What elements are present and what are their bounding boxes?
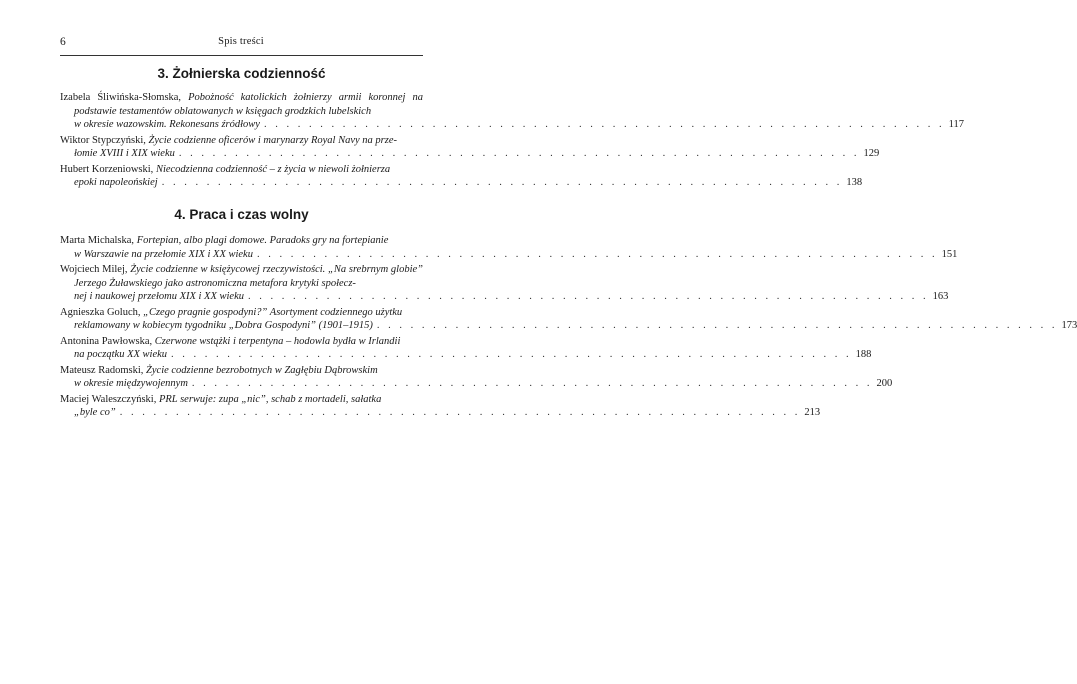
toc-entry-heading xyxy=(60,335,423,349)
entry-title-end: w okresie wazowskim. Rekonesans źródłowy xyxy=(74,119,260,130)
dot-leader: . . . . . . . . . . . . . . . . . . . . . . . . . . . . . . . . . . . . . . . . . . . . . . . . . . . . . . . . . . . . . xyxy=(263,119,945,130)
toc-entry xyxy=(60,234,958,261)
toc-entry-heading xyxy=(60,263,423,290)
entry-author: Hubert Korzeniowski, xyxy=(60,163,154,175)
dot-leader: . . . . . . . . . . . . . . . . . . . . . . . . . . . . . . . . . . . . . . . . . . . . . . . . . . . . . . . . . . . . . xyxy=(256,248,938,260)
toc-entry xyxy=(60,306,1077,333)
toc-entry xyxy=(60,263,949,304)
running-header xyxy=(60,36,422,52)
entry-title-end: łomie XVIII i XIX wieku xyxy=(74,148,175,159)
toc-entry xyxy=(60,134,880,161)
entry-last-line xyxy=(60,248,958,262)
entry-author: Antonina Pawłowska, xyxy=(60,335,153,347)
entry-last-line xyxy=(60,147,880,161)
toc-entry-heading xyxy=(60,364,423,378)
dot-leader: . . . . . . . . . . . . . . . . . . . . . . . . . . . . . . . . . . . . . . . . . . . . . . . . . . . . . . . . . . . . . xyxy=(178,148,860,159)
toc-entry-heading xyxy=(60,306,423,320)
entry-title: Fortepian, albo plagi domowe. Paradoks gry na fortepianie xyxy=(136,235,389,246)
toc-entry xyxy=(60,163,863,190)
dot-leader: . . . . . . . . . . . . . . . . . . . . . . . . . . . . . . . . . . . . . . . . . . . . . . . . . . . . . . . . . . . . . xyxy=(376,320,1058,331)
entry-title-end: w Warszawie na przełomie XIX i XX wieku xyxy=(74,248,253,260)
toc-entry xyxy=(60,393,821,420)
entry-author: Mateusz Radomski, xyxy=(60,364,144,376)
entry-page-number: 151 xyxy=(941,248,958,260)
dot-leader: . . . . . . . . . . . . . . . . . . . . . . . . . . . . . . . . . . . . . . . . . . . . . . . . . . . . . . . . . . . . . xyxy=(161,177,843,188)
section-3-entries xyxy=(60,91,964,192)
entry-page-number: 213 xyxy=(804,407,821,418)
toc-entry-heading xyxy=(60,393,423,407)
toc-entry xyxy=(60,91,964,132)
entry-author: Wojciech Milej, xyxy=(60,264,128,275)
entry-title-end: reklamowany w kobiecym tygodniku „Dobra Gospodyni” (1901–1915) xyxy=(74,320,373,331)
toc-entry-heading xyxy=(60,163,423,177)
toc-entry-heading xyxy=(60,134,423,148)
entry-title: „Czego pragnie gospodyni?” Asortyment codziennego użytku xyxy=(143,306,403,318)
entry-page-number: 188 xyxy=(855,349,872,360)
page-number: 6 xyxy=(60,36,66,48)
toc-entry xyxy=(60,364,893,391)
toc-entry xyxy=(60,335,872,362)
toc-entry-heading xyxy=(60,234,423,248)
entry-title: Życie codzienne bezrobotnych w Zagłębiu Dąbrowskim xyxy=(146,364,378,376)
entry-title-end: na początku XX wieku xyxy=(74,349,168,360)
entry-last-line xyxy=(60,118,964,132)
section-title-4: 4. Praca i czas wolny xyxy=(174,207,309,222)
header-rule xyxy=(60,55,423,56)
entry-last-line xyxy=(60,377,893,391)
entry-title: Pobożność katolickich żołnierzy armii koronnej na podstawie testamentów oblatowanych w księgach grodzkich lubelskich xyxy=(74,92,423,117)
entry-author: Izabela Śliwińska-Słomska, xyxy=(60,92,182,103)
entry-last-line xyxy=(60,176,863,190)
entry-title: Życie codzienne oficerów i marynarzy Royal Navy na prze- xyxy=(148,134,397,146)
entry-title: Niecodzienna codzienność – z życia w niewoli żołnierza xyxy=(155,163,391,175)
entry-author: Maciej Waleszczyński, xyxy=(60,393,157,405)
entry-page-number: 129 xyxy=(863,148,880,159)
entry-page-number: 173 xyxy=(1061,320,1077,331)
entry-page-number: 138 xyxy=(846,177,863,188)
entry-title: Czerwone wstążki i terpentyna – hodowla bydła w Irlandii xyxy=(154,335,401,347)
entry-author: Agnieszka Goluch, xyxy=(60,306,141,318)
section-4-entries xyxy=(60,234,1077,422)
entry-title-end: epoki napoleońskiej xyxy=(74,177,158,188)
running-title: Spis treści xyxy=(218,36,264,47)
entry-title-end: w okresie międzywojennym xyxy=(74,378,188,389)
dot-leader: . . . . . . . . . . . . . . . . . . . . . . . . . . . . . . . . . . . . . . . . . . . . . . . . . . . . . . . . . . . . . xyxy=(119,407,801,418)
entry-title-end: nej i naukowej przełomu XIX i XX wieku xyxy=(74,291,245,302)
entry-page-number: 163 xyxy=(932,291,949,302)
entry-last-line xyxy=(60,348,872,362)
entry-title: Życie codzienne w księżycowej rzeczywistości. „Na srebrnym globie” Jerzego Żuławskiego jako astronomiczna metafora krytyki społecz- xyxy=(74,264,423,289)
dot-leader: . . . . . . . . . . . . . . . . . . . . . . . . . . . . . . . . . . . . . . . . . . . . . . . . . . . . . . . . . . . . . xyxy=(248,291,929,302)
entry-last-line xyxy=(60,319,1077,333)
dot-leader: . . . . . . . . . . . . . . . . . . . . . . . . . . . . . . . . . . . . . . . . . . . . . . . . . . . . . . . . . . . . . xyxy=(191,378,873,389)
entry-last-line xyxy=(60,290,949,304)
toc-entry-heading xyxy=(60,91,423,118)
dot-leader: . . . . . . . . . . . . . . . . . . . . . . . . . . . . . . . . . . . . . . . . . . . . . . . . . . . . . . . . . . . . . xyxy=(171,349,852,360)
section-title-3: 3. Żołnierska codzienność xyxy=(157,66,326,81)
entry-author: Marta Michalska, xyxy=(60,235,135,246)
entry-title: PRL serwuje: zupa „nic”, schab z mortadeli, sałatka xyxy=(158,393,382,405)
entry-page-number: 117 xyxy=(948,119,964,130)
entry-last-line xyxy=(60,406,821,420)
entry-title-end: „byle co” xyxy=(74,407,116,418)
entry-page-number: 200 xyxy=(876,378,893,389)
entry-author: Wiktor Stypczyński, xyxy=(60,134,146,146)
